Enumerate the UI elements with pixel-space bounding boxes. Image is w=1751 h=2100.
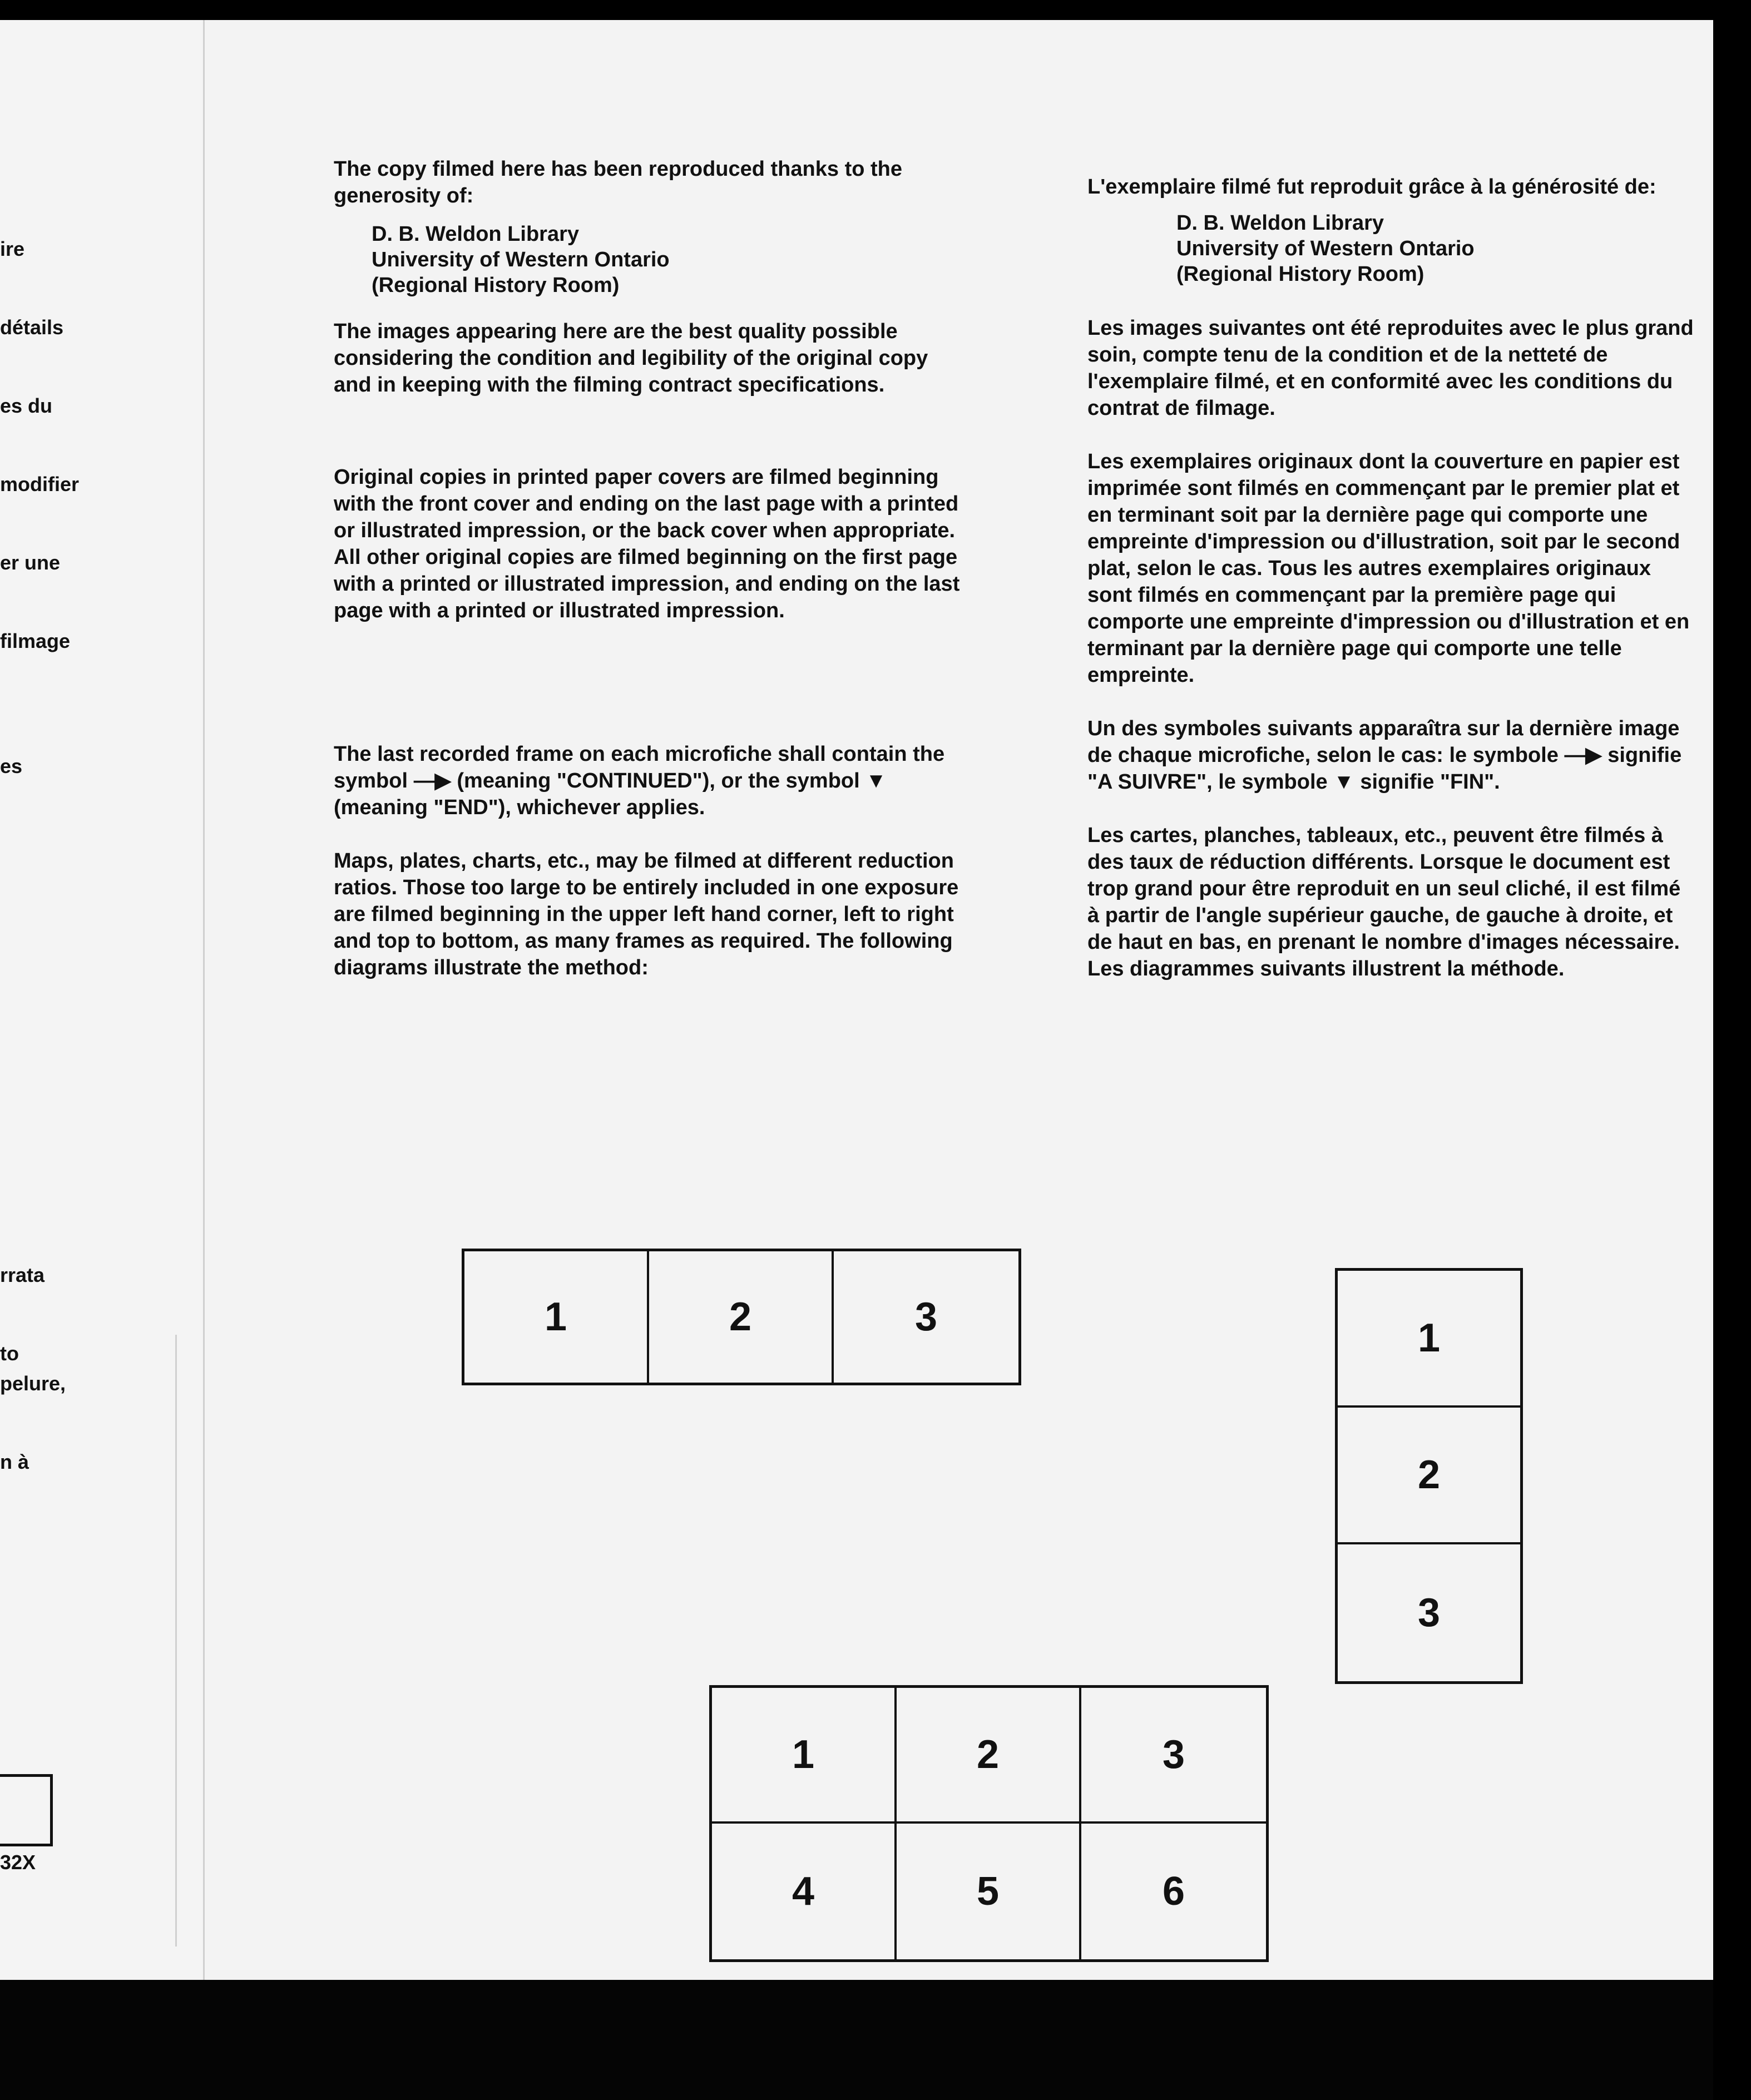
french-symbols-paragraph: Un des symboles suivants apparaîtra sur la dernière image de chaque microfiche, selon le cas: le symbole —▶ signifie "A SUIVRE", le symbole ▼ signifie "FIN". (1087, 717, 1682, 794)
french-quality-paragraph: Les images suivantes ont été reproduites avec le plus grand soin, compte tenu de la condition et de la netteté de l'exemplaire filmé, et en conformité avec les conditions du contrat de filmage. (1087, 316, 1694, 420)
left-fragment-upper: ire détails es du modifier er une filmage (0, 237, 80, 652)
english-quality-paragraph: The images appearing here are the best quality possible considering the condition and legibility of the original copy and in keeping with the filming contract specifications. (334, 320, 928, 397)
french-library (1087, 210, 1694, 287)
french-originals-paragraph: Les exemplaires originaux dont la couverture en papier est imprimée sont filmés en commençant par le premier plat et en terminant soit par la dernière page qui comporte une empreinte d'impression ou d'illustration, soit par le second plat, selon le cas. Tous les autres exemplaires originaux sont filmés en commençant par la première page qui comporte une empreinte d'impression ou d'illustration et en terminant par la dernière page qui comporte une telle empreinte. (1087, 450, 1690, 687)
left-fragment-lower-1: rrata to (0, 1264, 45, 1365)
frame-cell: 3 (914, 1295, 938, 1339)
frame-cell: 4 (712, 1824, 897, 1959)
left-fragment-mid: es (0, 755, 23, 777)
frame-cell: 5 (897, 1824, 1081, 1959)
frame-cell: 2 (1338, 1408, 1520, 1544)
scan-right-border (1713, 0, 1751, 2100)
english-intro: The copy filmed here has been reproduced thanks to the generosity of: (334, 157, 902, 207)
english-library-name: D. B. Weldon Library (372, 222, 580, 246)
french-column (1087, 174, 1694, 982)
frame-cell: 1 (712, 1688, 897, 1824)
left-fragment-bottom: 32X (0, 1851, 36, 1874)
english-symbols-paragraph: The last recorded frame on each microfiche shall contain the symbol —▶ (meaning "CONTINUED"), or the symbol ▼ (meaning "END"), whichever applies. (334, 742, 945, 819)
previous-page-box (0, 1774, 53, 1846)
frame-cell: 1 (464, 1251, 649, 1383)
diagram-vertical-three (1335, 1268, 1523, 1684)
scan-bottom-border (0, 1980, 1730, 2100)
french-intro: L'exemplaire filmé fut reproduit grâce à la générosité de: (1087, 175, 1656, 199)
english-originals-paragraph: Original copies in printed paper covers are filmed beginning with the front cover and ending on the last page with a printed or illustrated impression, or the back cover when appropriate. All other original copies are filmed beginning on the first page with a printed or illustrated impression, and ending on the last page with a printed or illustrated impression. (334, 465, 960, 622)
page-fold-line (175, 1335, 177, 1947)
frame-cell: 2 (649, 1251, 834, 1383)
english-library-room: (Regional History Room) (372, 274, 620, 297)
frame-cell: 3 (1081, 1688, 1266, 1824)
diagram-grid-six (709, 1685, 1269, 1962)
diagram-horizontal-three (462, 1249, 1021, 1385)
english-library-university: University of Western Ontario (372, 248, 670, 271)
french-library-university: University of Western Ontario (1176, 237, 1475, 260)
frame-cell: 6 (1162, 1869, 1185, 1914)
frame-cell: 1 (1338, 1271, 1520, 1408)
frame-cell: 2 (897, 1688, 1081, 1824)
english-library (334, 221, 968, 298)
french-library-room: (Regional History Room) (1176, 262, 1424, 286)
english-column (334, 156, 968, 981)
left-fragment-lower-2: pelure, n à (0, 1372, 66, 1473)
english-maps-paragraph: Maps, plates, charts, etc., may be filmed at different reduction ratios. Those too large to be entirely included in one exposure are filmed beginning in the upper left hand corner, left to right and top to bottom, as many frames as required. The following diagrams illustrate the method: (334, 849, 959, 979)
frame-cell: 3 (1417, 1591, 1441, 1635)
french-maps-paragraph: Les cartes, planches, tableaux, etc., peuvent être filmés à des taux de réduction différents. Lorsque le document est trop grand pour être reproduit en un seul cliché, il est filmé à partir de l'angle supérieur gauche, de gauche à droite, et de haut en bas, en prenant le nombre d'images nécessaire. Les diagrammes suivants illustrent la méthode. (1087, 824, 1681, 980)
french-library-name: D. B. Weldon Library (1176, 211, 1384, 235)
